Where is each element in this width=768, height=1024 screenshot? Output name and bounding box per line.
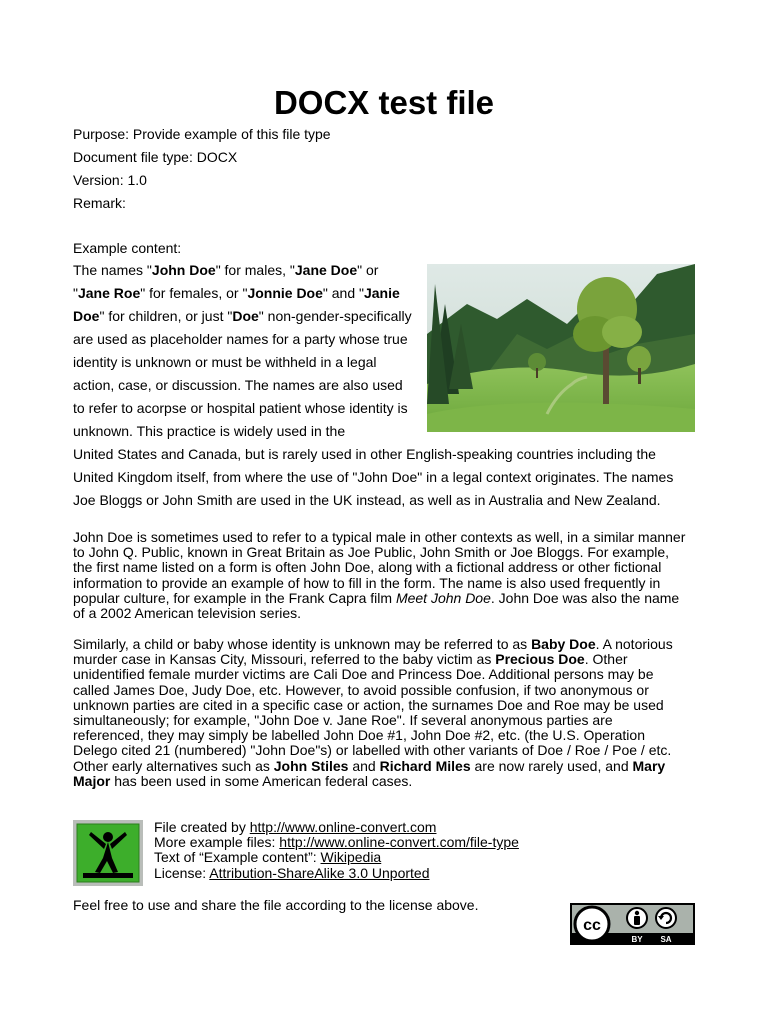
text-line: unknown parties are cited in a specific case or action, the surnames Doe and Roe may be used	[73, 696, 664, 713]
landscape-photo	[427, 264, 695, 432]
online-convert-logo	[73, 820, 143, 886]
text-line: identity is unknown or must be withheld in a legal	[73, 354, 377, 370]
paragraph-typical-male	[73, 530, 698, 621]
text-line: Other early alternatives such as John Stiles and Richard Miles are now rarely used, and Mary	[73, 757, 666, 774]
text-line: unknown. This practice is widely used in the	[73, 423, 346, 439]
text-line: murder case in Kansas City, Missouri, referred to the baby victim as Precious Doe. Other	[73, 651, 628, 668]
text-line: The names "John Doe" for males, "Jane Doe" or	[73, 262, 379, 278]
document-meta	[73, 123, 331, 215]
credit-text-source: Text of “Example content”: Wikipedia	[154, 849, 382, 866]
online-convert-link[interactable]: http://www.online-convert.com	[249, 819, 437, 835]
meta-remark: Remark:	[73, 195, 126, 211]
file-type-link[interactable]: http://www.online-convert.com/file-type	[279, 834, 519, 851]
meta-version: Version: 1.0	[73, 172, 147, 188]
text-line: called James Doe, Judy Doe, etc. However, to avoid possible confusion, if two anonymous or	[73, 681, 649, 698]
text-line: United States and Canada, but is rarely used in other English-speaking countries including the	[73, 446, 656, 462]
text-line: popular culture, for example in the Frank Capra film Meet John Doe. John Doe was also the name	[73, 589, 680, 606]
credit-license: License: Attribution-ShareAlike 3.0 Unported	[154, 864, 430, 881]
text-line: action, case, or discussion. The names are also used	[73, 377, 403, 393]
text-line: the first name listed on a form is often John Doe, along with a fictional address or other fictional	[73, 559, 662, 576]
usage-note: Feel free to use and share the file according to the license above.	[73, 897, 479, 913]
cc-icon: cc	[583, 917, 601, 934]
text-line: to John Q. Public, known in Great Britain as Joe Public, John Smith or Joe Bloggs. For example,	[73, 544, 670, 561]
text-line: United Kingdom itself, from where the use of "John Doe" in a legal context originates. The names	[73, 469, 674, 485]
attribution-icon	[635, 911, 639, 915]
document-title: DOCX test file	[273, 84, 495, 121]
meta-file-type: Document file type: DOCX	[73, 149, 238, 165]
file-credits	[154, 820, 519, 881]
text-line: referenced, they may simply be labelled John Doe #1, John Doe #2, etc. (the U.S. Operation	[73, 727, 645, 744]
text-line: Similarly, a child or baby whose identity is unknown may be referred to as Baby Doe. A notorious	[73, 636, 673, 652]
meta-purpose: Purpose: Provide example of this file type	[73, 126, 331, 142]
text-line: Major has been used in some American federal cases.	[73, 772, 413, 789]
text-line: to refer to acorpse or hospital patient whose identity is	[73, 400, 408, 416]
cc-by-label: BY	[631, 935, 643, 944]
text-line: unidentified female murder victims are Cali Doe and Princess Doe. Additional persons may be	[73, 666, 654, 683]
text-line: Doe" for children, or just "Doe" non-gender-specifically	[73, 308, 412, 324]
text-line: simultaneously; for example, "John Doe v. Jane Roe". If several anonymous parties are	[73, 711, 613, 728]
license-link[interactable]: Attribution-ShareAlike 3.0 Unported	[209, 864, 430, 881]
text-line: Joe Bloggs or John Smith are used in the UK instead, as well as in Australia and New Zealand.	[73, 492, 661, 508]
cc-sa-label: SA	[660, 935, 672, 944]
text-line: of a 2002 American television series.	[73, 604, 302, 621]
credit-created-by: File created by http://www.online-convert.com	[154, 819, 437, 835]
paragraph-baby-doe	[73, 637, 698, 789]
credit-more-files: More example files: http://www.online-convert.com/file-type	[154, 834, 519, 851]
text-line: "Jane Roe" for females, or "Jonnie Doe" and "Janie	[73, 285, 400, 301]
cc-by-sa-badge	[570, 903, 695, 945]
text-line: information to provide an example of how to fill in the form. The name is also used frequently in	[73, 574, 661, 591]
text-line: are used as placeholder names for a party whose true	[73, 331, 408, 347]
example-content-heading: Example content:	[73, 240, 182, 256]
text-line: Delego cited 21 (numbered) "John Doe"s) or labelled with other variants of Doe / Roe / Poe / etc.	[73, 742, 672, 759]
text-line: John Doe is sometimes used to refer to a typical male in other contexts as well, in a similar manner	[73, 529, 686, 545]
wikipedia-link[interactable]: Wikipedia	[320, 849, 382, 866]
